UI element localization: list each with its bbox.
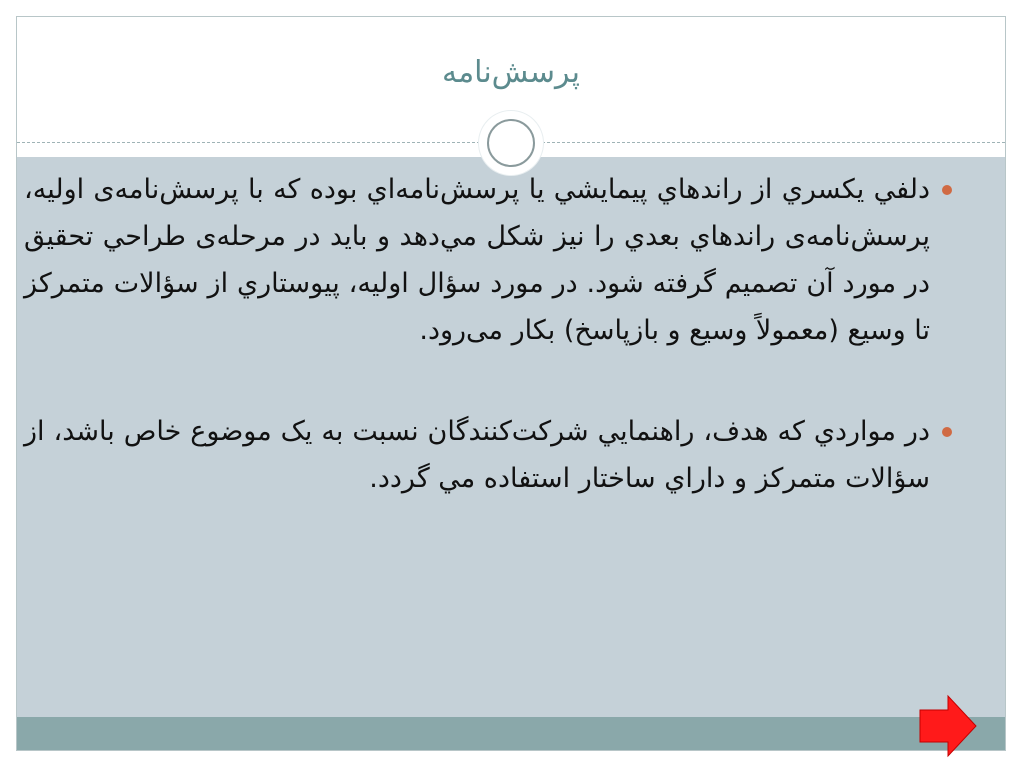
bullet-list [24,166,960,502]
bullet-dot-icon [942,185,952,195]
divider-ring-icon [487,119,535,167]
bullet-text: دلفي يكسري از راندهاي پيمايشي يا پرسش‌نامه‌اي بوده كه با پرسش‌نامه‌ی اوليه، پرسش‌نامه‌ی راندهاي بعدي را نيز شكل مي‌دهد و بايد در مرحله‌ی طراحي تحقيق در مورد آن تصميم گرفته شود. در مورد سؤال اوليه، پيوستاري از سؤالات متمركز تا وسيع (معمولاً وسيع و بازپاسخ) بكار می‌رود. [24,174,930,346]
bullet-item [24,166,960,354]
bullet-dot-icon [942,427,952,437]
right-arrow-icon[interactable] [918,694,978,758]
bullet-text: در مواردي كه هدف، راهنمايي شركت‌كنندگان نسبت به یک موضوع خاص باشد، از سؤالات متمركز و داراي ساختار استفاده مي گردد. [24,416,930,494]
slide-title: پرسش‌نامه [442,55,580,90]
footer-bar [17,717,1005,751]
bullet-item [24,408,960,502]
